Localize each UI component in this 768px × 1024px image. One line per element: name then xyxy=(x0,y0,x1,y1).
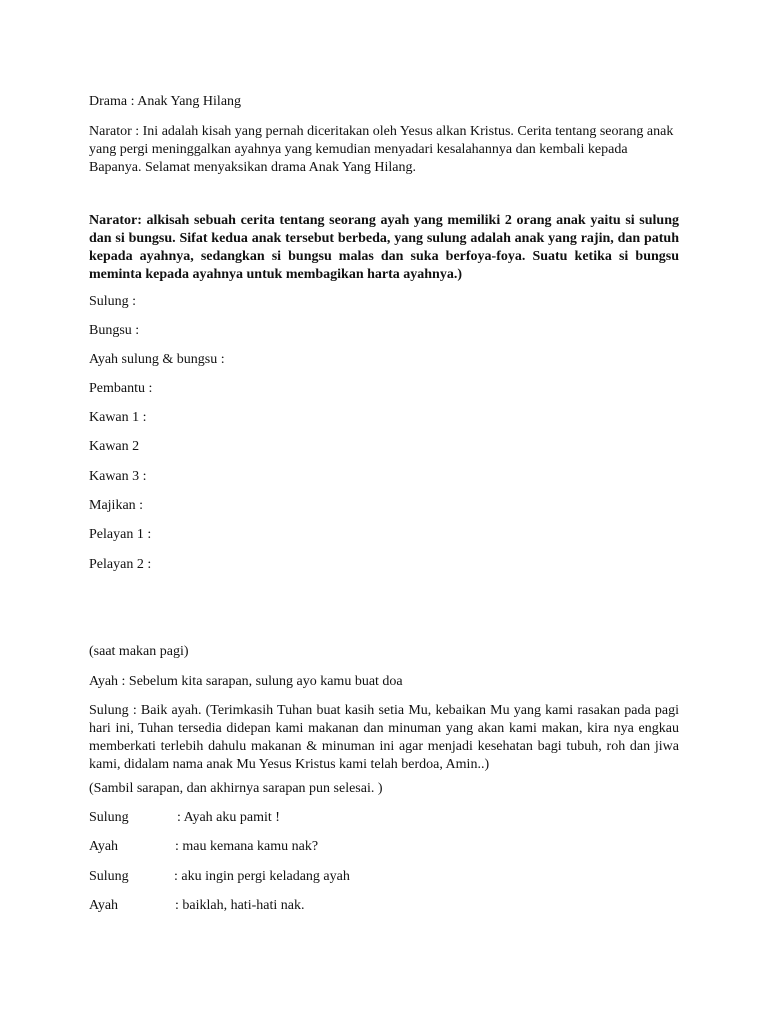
dialogue-row xyxy=(89,868,679,886)
scene-note: (saat makan pagi) xyxy=(89,644,189,659)
dialogue-row xyxy=(89,809,679,827)
dialogue-speaker: Sulung xyxy=(89,869,129,884)
cast-item: Bungsu : xyxy=(89,323,140,338)
cast-item: Kawan 1 : xyxy=(89,410,147,425)
cast-item: Pelayan 1 : xyxy=(89,527,152,542)
cast-item: Kawan 3 : xyxy=(89,469,147,484)
dialogue-speaker: Sulung xyxy=(89,810,129,825)
intro-narration: Narator : Ini adalah kisah yang pernah diceritakan oleh Yesus alkan Kristus. Cerita tentang seorang anak yang pergi meninggalkan ayahnya yang kemudian menyadari kesalahannya dan kembali kepada Bapanya. Selamat menyaksikan drama Anak Yang Hilang. xyxy=(89,124,674,175)
cast-item: Pembantu : xyxy=(89,381,153,396)
dialogue-line: : mau kemana kamu nak? xyxy=(175,839,319,854)
dialogue-speaker: Ayah xyxy=(89,898,119,913)
dialogue-line: : aku ingin pergi keladang ayah xyxy=(174,869,350,884)
drama-title: Drama : Anak Yang Hilang xyxy=(89,94,242,109)
narrator-paragraph: Narator: alkisah sebuah cerita tentang seorang ayah yang memiliki 2 orang anak yaitu si sulung dan si bungsu. Sifat kedua anak tersebut berbeda, yang sulung adalah anak yang rajin, dan patuh kepada ayahnya, sedangkan si bungsu malas dan suka berfoya-foya. Suatu ketika si bungsu meminta kepada ayahnya untuk membagikan harta ayahnya.) xyxy=(89,213,679,282)
dialogue-line: : baiklah, hati-hati nak. xyxy=(175,898,305,913)
dialogue-row xyxy=(89,897,679,915)
sulung-prayer: Sulung : Baik ayah. (Terimkasih Tuhan buat kasih setia Mu, kebaikan Mu yang kami rasakan pada pagi hari ini, Tuhan tersedia didepan kami makanan dan minuman yang akan kami makan, kira nya engkau memberkati terlebih dahulu makanan & minuman ini agar menjadi kesehatan bagi tubuh, roh dan jiwa kami, didalam nama anak Mu Yesus Kristus kami telah berdoa, Amin..) xyxy=(89,703,679,772)
stage-direction: (Sambil sarapan, dan akhirnya sarapan pun selesai. ) xyxy=(89,781,383,796)
ayah-dialogue: Ayah : Sebelum kita sarapan, sulung ayo kamu buat doa xyxy=(89,674,403,689)
cast-item: Sulung : xyxy=(89,294,137,309)
dialogue-row xyxy=(89,838,679,856)
cast-item: Kawan 2 xyxy=(89,439,140,454)
dialogue-speaker: Ayah xyxy=(89,839,119,854)
cast-item: Pelayan 2 : xyxy=(89,557,152,572)
dialogue-line: : Ayah aku pamit ! xyxy=(177,810,280,825)
cast-item: Majikan : xyxy=(89,498,144,513)
cast-item: Ayah sulung & bungsu : xyxy=(89,352,225,367)
